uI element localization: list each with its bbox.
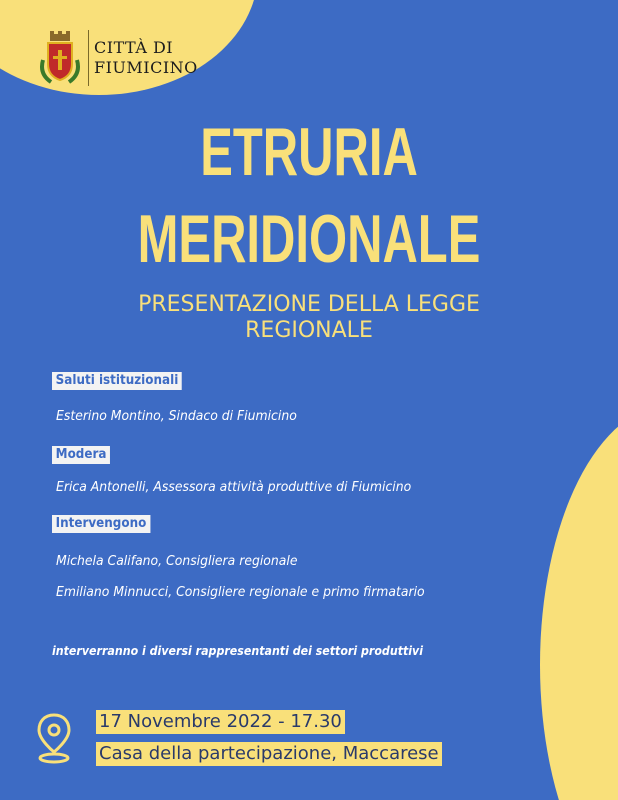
section-label-modera: Modera — [52, 446, 110, 464]
logo-line-2: FIUMICINO — [94, 58, 198, 77]
subtitle-line-1: PRESENTAZIONE DELLA LEGGE — [138, 292, 480, 317]
closing-note: interverranno i diversi rappresentanti dei settori produttivi — [52, 644, 424, 658]
subtitle-line-2: REGIONALE — [245, 318, 373, 343]
section-item: Emiliano Minnucci, Consigliere regionale e primo firmatario — [56, 584, 425, 600]
event-datetime: 17 Novembre 2022 - 17.30 — [96, 710, 345, 734]
logo-line-1: CITTÀ DI — [94, 38, 174, 57]
section-label-saluti: Saluti istituzionali — [52, 372, 182, 390]
title-line-2: MERIDIONALE — [137, 201, 481, 277]
city-crest-icon — [37, 30, 83, 86]
event-location: Casa della partecipazione, Maccarese — [96, 742, 442, 766]
logo-divider — [88, 30, 89, 86]
decorative-blob-bottom-right — [540, 405, 618, 800]
section-item: Michela Califano, Consigliera regionale — [56, 553, 298, 569]
title-line-1: ETRURIA — [200, 114, 418, 190]
section-item: Erica Antonelli, Assessora attività produttive di Fiumicino — [56, 479, 412, 495]
section-label-intervengono: Intervengono — [52, 515, 150, 533]
section-item: Esterino Montino, Sindaco di Fiumicino — [56, 408, 297, 424]
city-logo-text — [94, 38, 198, 78]
subtitle — [0, 292, 618, 344]
location-pin-icon — [34, 712, 74, 764]
